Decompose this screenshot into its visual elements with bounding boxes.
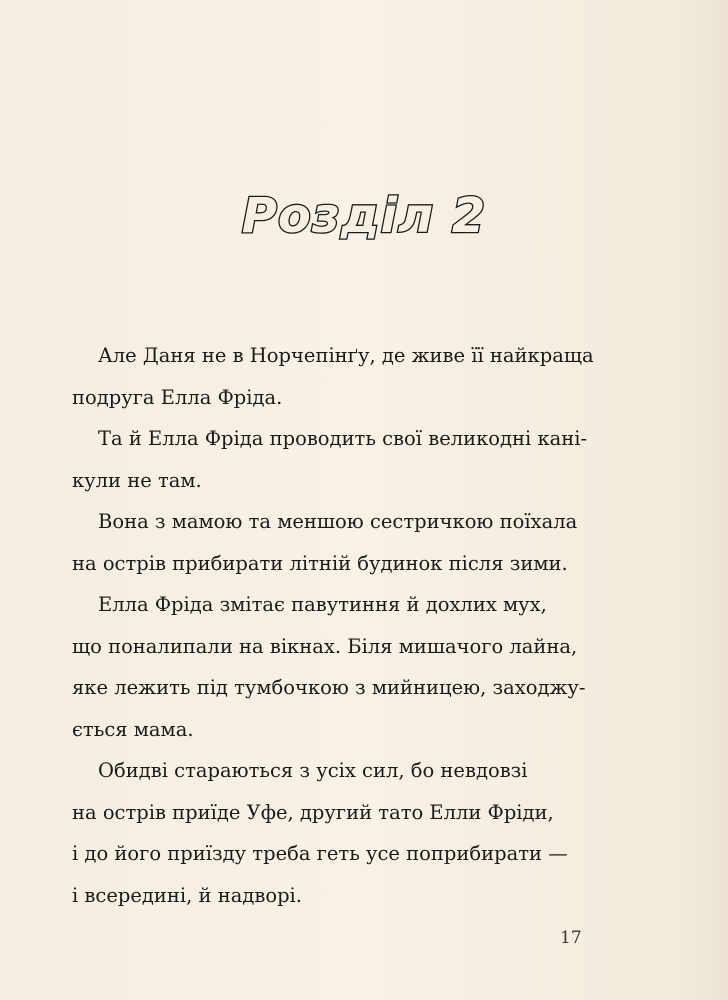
text-line: яке лежить під тумбочкою з мийницею, заходжу- — [72, 676, 586, 699]
text-line: Та й Елла Фріда проводить свої великодні кані- — [98, 427, 588, 450]
chapter-body — [72, 335, 594, 916]
text-line: і всередині, й надворі. — [72, 883, 302, 907]
text-line: подруга Елла Фріда. — [72, 385, 283, 409]
text-line: Вона з мамою та меншою сестричкою поїхала — [98, 510, 578, 533]
text-line: Обидві стараються з усіх сил, бо невдовзі — [98, 759, 528, 782]
chapter-title: Розділ 2 — [241, 188, 487, 244]
text-line: на острів приїде Уфе, другий тато Елли Фріди, — [72, 800, 554, 824]
text-line: ється мама. — [72, 717, 194, 741]
text-line: Але Даня не в Норчепінґу, де живе її найкраща — [98, 344, 594, 367]
page-number: 17 — [560, 928, 582, 948]
text-line: Елла Фріда змітає павутиння й дохлих мух, — [98, 593, 547, 616]
text-line: кули не там. — [72, 468, 202, 492]
page-edge-shadow — [692, 0, 728, 1000]
text-line: і до його приїзду треба геть усе поприбирати — — [72, 842, 568, 865]
text-line: на острів прибирати літній будинок після зими. — [72, 551, 568, 575]
text-line: що поналипали на вікнах. Біля мишачого лайна, — [72, 634, 578, 658]
